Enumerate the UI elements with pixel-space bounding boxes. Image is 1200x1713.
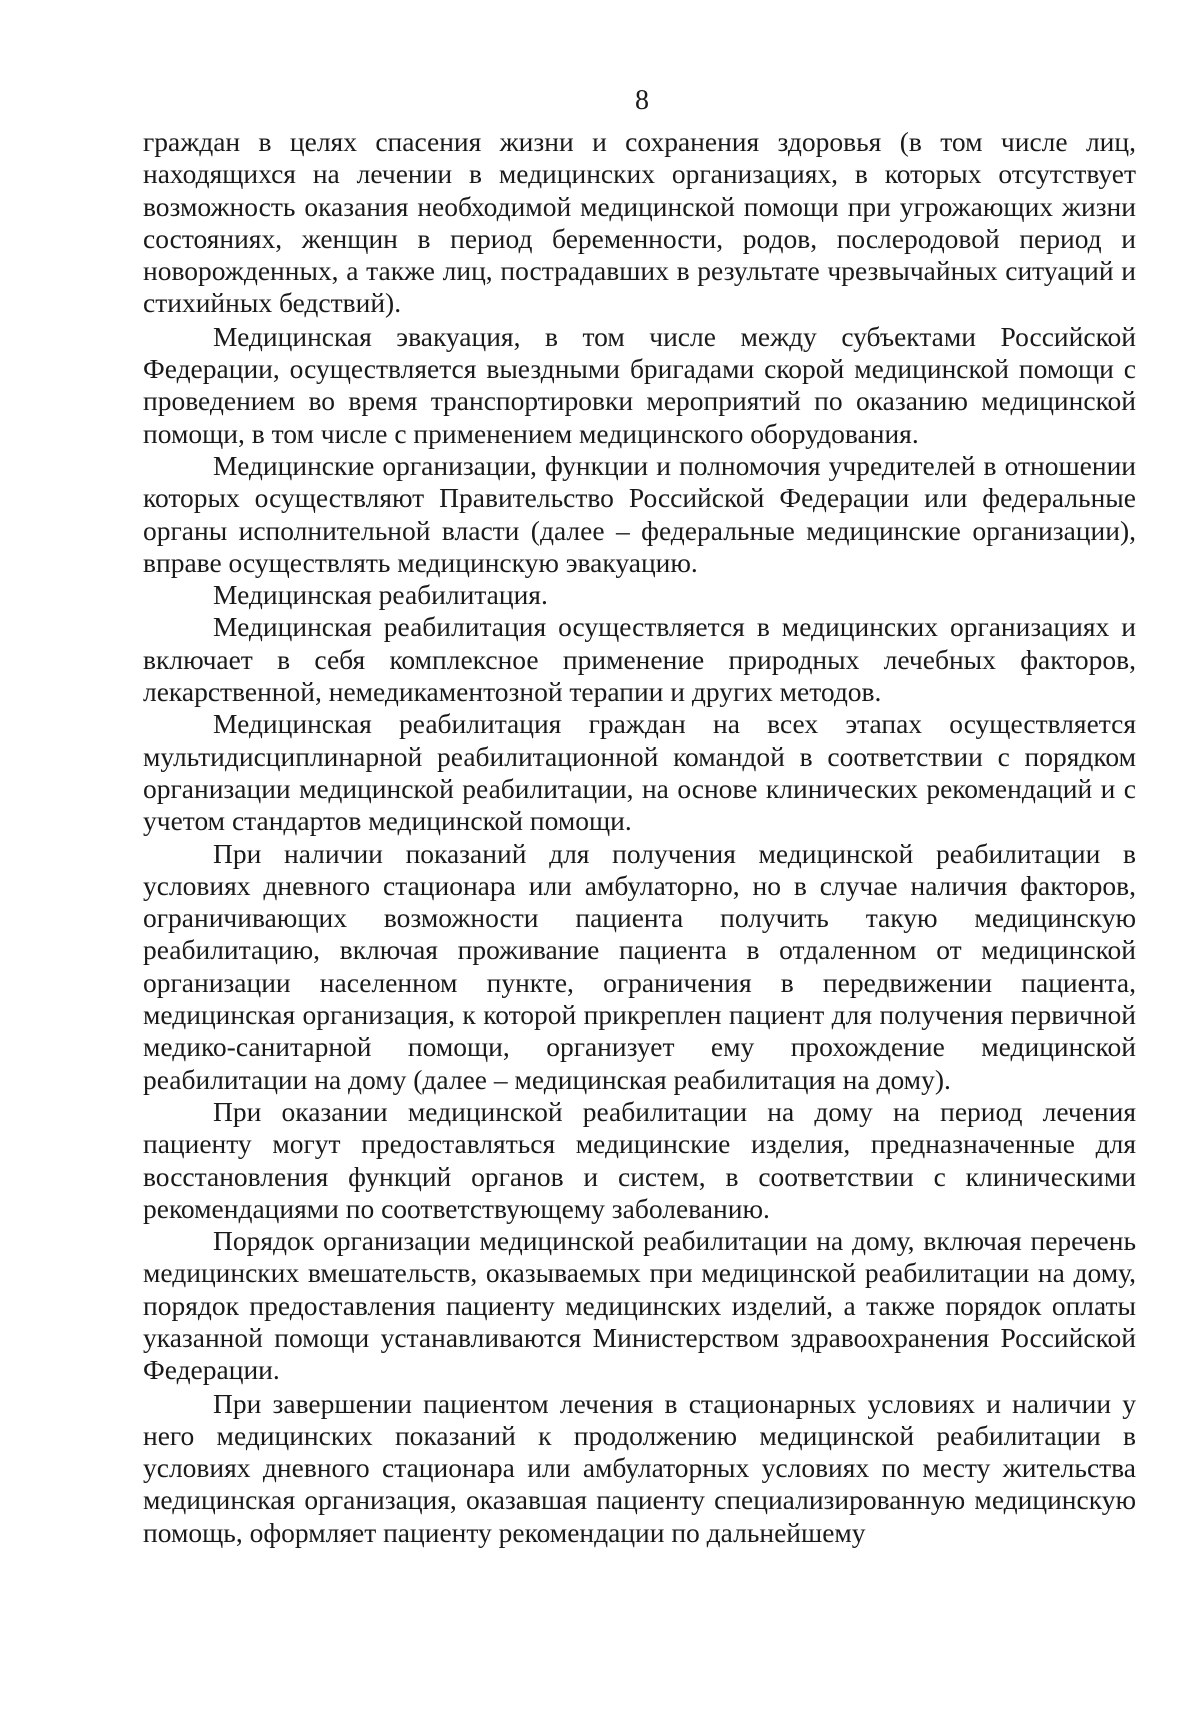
paragraph-federal-organizations: Медицинские организации, функции и полномочия учредителей в отношении которых осуществляют Правительство Российской Федерации или федеральные органы исполнительной власти (далее – федеральные медицинские организации), вправе осуществлять медицинскую эвакуацию. bbox=[143, 449, 1136, 578]
paragraph-rehabilitation-team: Медицинская реабилитация граждан на всех этапах осуществляется мультидисциплинарной реабилитационной командой в соответствии с порядком организации медицинской реабилитации, на основе клинических рекомендаций и с учетом стандартов медицинской помощи. bbox=[143, 708, 1136, 837]
section-heading-rehabilitation: Медицинская реабилитация. bbox=[213, 579, 548, 611]
document-body bbox=[143, 126, 1136, 1549]
paragraph-rehabilitation-procedure: Порядок организации медицинской реабилитации на дому, включая перечень медицинских вмешательств, оказываемых при медицинской реабилитации на дому, порядок предоставления пациенту медицинских изделий, а также порядок оплаты указанной помощи устанавливаются Министерством здравоохранения Российской Федерации. bbox=[143, 1225, 1136, 1386]
paragraph-medical-devices: При оказании медицинской реабилитации на дому на период лечения пациенту могут предоставляться медицинские изделия, предназначенные для восстановления функций органов и систем, в соответствии с клиническими рекомендациями по соответствующему заболеванию. bbox=[143, 1095, 1136, 1224]
paragraph-discharge-recommendations: При завершении пациентом лечения в стационарных условиях и наличии у него медицинских показаний к продолжению медицинской реабилитации в условиях дневного стационара или амбулаторных условиях по месту жительства медицинская организация, оказавшая пациенту специализированную медицинскую помощь, оформляет пациенту рекомендации по дальнейшему bbox=[143, 1387, 1136, 1548]
paragraph-home-rehabilitation: При наличии показаний для получения медицинской реабилитации в условиях дневного стационара или амбулаторно, но в случае наличия факторов, ограничивающих возможности пациента получить такую медицинскую реабилитацию, включая проживание пациента в отдаленном от медицинской организации населенном пункте, ограничения в передвижении пациента, медицинская организация, к которой прикреплен пациент для получения первичной медико-санитарной помощи, организует ему прохождение медицинской реабилитации на дому (далее – медицинская реабилитация на дому). bbox=[143, 837, 1136, 1095]
paragraph-medical-evacuation: Медицинская эвакуация, в том числе между субъектами Российской Федерации, осуществляется выездными бригадами скорой медицинской помощи с проведением во время транспортировки мероприятий по оказанию медицинской помощи, в том числе с применением медицинского оборудования. bbox=[143, 320, 1136, 449]
paragraph-continued: граждан в целях спасения жизни и сохранения здоровья (в том числе лиц, находящихся на лечении в медицинских организациях, в которых отсутствует возможность оказания необходимой медицинской помощи при угрожающих жизни состояниях, женщин в период беременности, родов, послеродовой период и новорожденных, а также лиц, пострадавших в результате чрезвычайных ситуаций и стихийных бедствий). bbox=[143, 126, 1136, 319]
paragraph-rehabilitation-scope: Медицинская реабилитация осуществляется в медицинских организациях и включает в себя комплексное применение природных лечебных факторов, лекарственной, немедикаментозной терапии и других методов. bbox=[143, 611, 1136, 708]
page-number: 8 bbox=[635, 85, 649, 116]
